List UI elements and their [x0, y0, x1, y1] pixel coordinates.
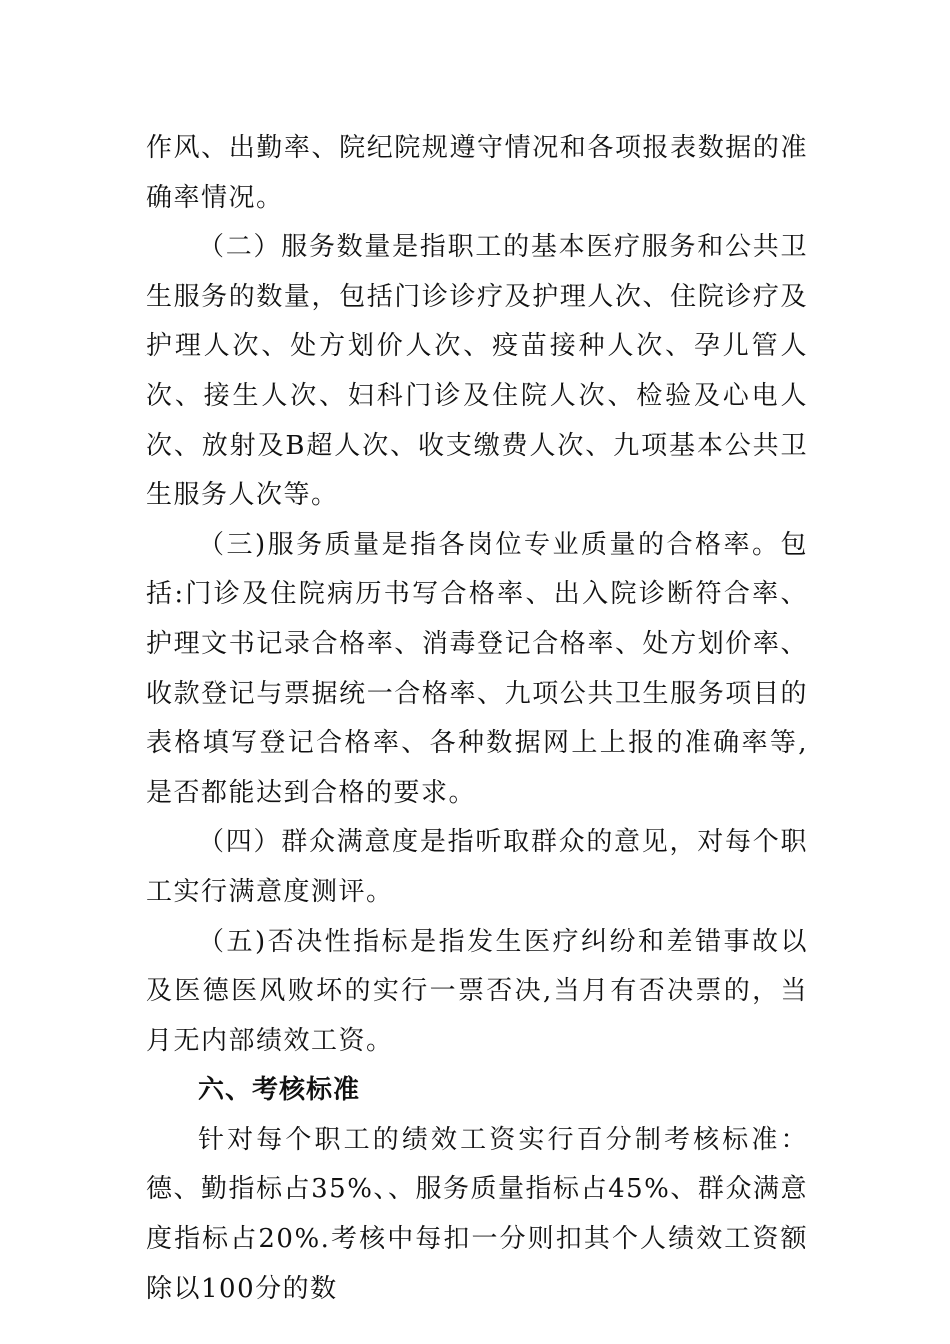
paragraph-satisfaction: （四）群众满意度是指听取群众的意见，对每个职工实行满意度测评。 — [146, 827, 808, 907]
paragraph-continuation: 作风、出勤率、院纪院规遵守情况和各项报表数据的准确率情况。 — [146, 133, 808, 213]
section-heading-assessment-standard: 六、考核标准 — [198, 1075, 361, 1106]
paragraph-veto-indicator: （五)否决性指标是指发生医疗纠纷和差错事故以及医德医风败坏的实行一票否决,当月有否决票的，当月无内部绩效工资。 — [146, 926, 808, 1056]
paragraph-service-quality: （三)服务质量是指各岗位专业质量的合格率。包括:门诊及住院病历书写合格率、出入院诊断符合率、护理文书记录合格率、消毒登记合格率、处方划价率、收款登记与票据统一合格率、九项公共卫生服务项目的表格填写登记合格率、各种数据网上上报的准确率等,是否都能达到合格的要求。 — [146, 529, 808, 808]
paragraph-service-quantity: （二）服务数量是指职工的基本医疗服务和公共卫生服务的数量，包括门诊诊疗及护理人次、住院诊疗及护理人次、处方划价人次、疫苗接种人次、孕儿管人次、接生人次、妇科门诊及住院人次、检验及心电人次、放射及B超人次、收支缴费人次、九项基本公共卫生服务人次等。 — [146, 232, 808, 511]
paragraph-assessment-standard: 针对每个职工的绩效工资实行百分制考核标准：德、勤指标占35%、、服务质量指标占45%、群众满意度指标占20%.考核中每扣一分则扣其个人绩效工资额除以100分的数 — [146, 1124, 808, 1304]
document-body — [146, 124, 808, 1314]
